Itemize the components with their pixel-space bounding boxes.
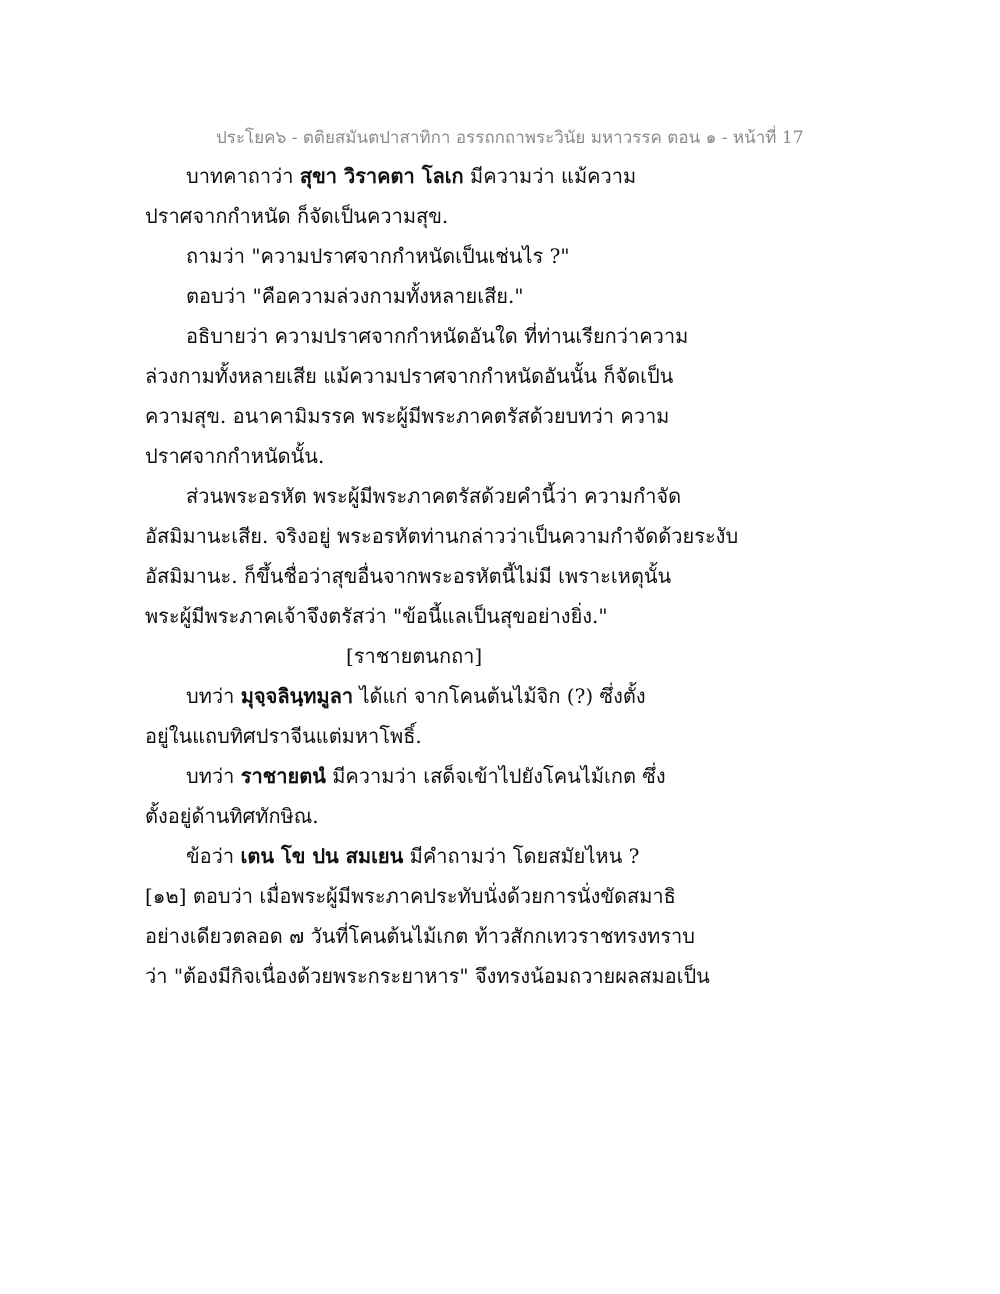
text-line: ว่า "ต้องมีกิจเนื่องด้วยพระกระยาหาร" จึงทรงน้อมถวายผลสมอเป็น xyxy=(145,964,710,988)
text-line: อย่างเดียวตลอด ๗ วันที่โคนต้นไม้เกต ท้าวสักกเทวราชทรงทราบ xyxy=(145,924,695,948)
text-line: บาทคาถาว่า สุขา วิราคตา โลเก มีความว่า แม้ความ xyxy=(186,164,637,188)
section-heading: [ราชายตนกถา] xyxy=(346,644,483,668)
text-line: พระผู้มีพระภาคเจ้าจึงตรัสว่า "ข้อนี้แลเป็นสุขอย่างยิ่ง." xyxy=(145,604,608,628)
text-line: ตั้งอยู่ด้านทิศทักษิณ. xyxy=(145,804,319,828)
pali-term: เตน โข ปน สมเยน xyxy=(240,844,404,868)
text-line: อัสมิมานะ. ก็ขึ้นชื่อว่าสุขอื่นจากพระอรหัตนี้ไม่มี เพราะเหตุนั้น xyxy=(145,564,672,588)
text-line: บทว่า มุจฺจลินฺทมูลา ได้แก่ จากโคนต้นไม้จิก (?) ซึ่งตั้ง xyxy=(186,684,646,708)
running-header: ประโยค๖ - ตติยสมันตปาสาทิกา อรรถกถาพระวินัย มหาวรรค ตอน ๑ - หน้าที่ 17 xyxy=(216,128,804,148)
pali-term: สุขา วิราคตา โลเก xyxy=(299,164,464,188)
text-line: ส่วนพระอรหัต พระผู้มีพระภาคตรัสด้วยคำนี้ว่า ความกำจัด xyxy=(186,484,682,508)
pali-term: มุจฺจลินฺทมูลา xyxy=(240,684,354,708)
text-line: ปราศจากกำหนัดนั้น. xyxy=(145,444,325,468)
text-line: ข้อว่า เตน โข ปน สมเยน มีคำถามว่า โดยสมัยไหน ? xyxy=(186,844,640,868)
text-line: บทว่า ราชายตนํ มีความว่า เสด็จเข้าไปยังโคนไม้เกต ซึ่ง xyxy=(186,764,666,788)
pali-term: ราชายตนํ xyxy=(240,764,326,788)
text-line: ปราศจากกำหนัด ก็จัดเป็นความสุข. xyxy=(145,204,449,228)
text-line: ความสุข. อนาคามิมรรค พระผู้มีพระภาคตรัสด้วยบทว่า ความ xyxy=(145,404,670,428)
text-line: [๑๒] ตอบว่า เมื่อพระผู้มีพระภาคประทับนั่งด้วยการนั่งขัดสมาธิ xyxy=(145,884,676,908)
text-line: ตอบว่า "คือความล่วงกามทั้งหลายเสีย." xyxy=(186,284,524,308)
text-line: ล่วงกามทั้งหลายเสีย แม้ความปราศจากกำหนัดอันนั้น ก็จัดเป็น xyxy=(145,364,674,388)
text-line: อยู่ในแถบทิศปราจีนแต่มหาโพธิ์. xyxy=(145,724,422,748)
text-line: อัสมิมานะเสีย. จริงอยู่ พระอรหัตท่านกล่าวว่าเป็นความกำจัดด้วยระงับ xyxy=(145,524,739,548)
text-line: ถามว่า "ความปราศจากกำหนัดเป็นเช่นไร ?" xyxy=(186,244,570,268)
text-line: อธิบายว่า ความปราศจากกำหนัดอันใด ที่ท่านเรียกว่าความ xyxy=(186,324,689,348)
